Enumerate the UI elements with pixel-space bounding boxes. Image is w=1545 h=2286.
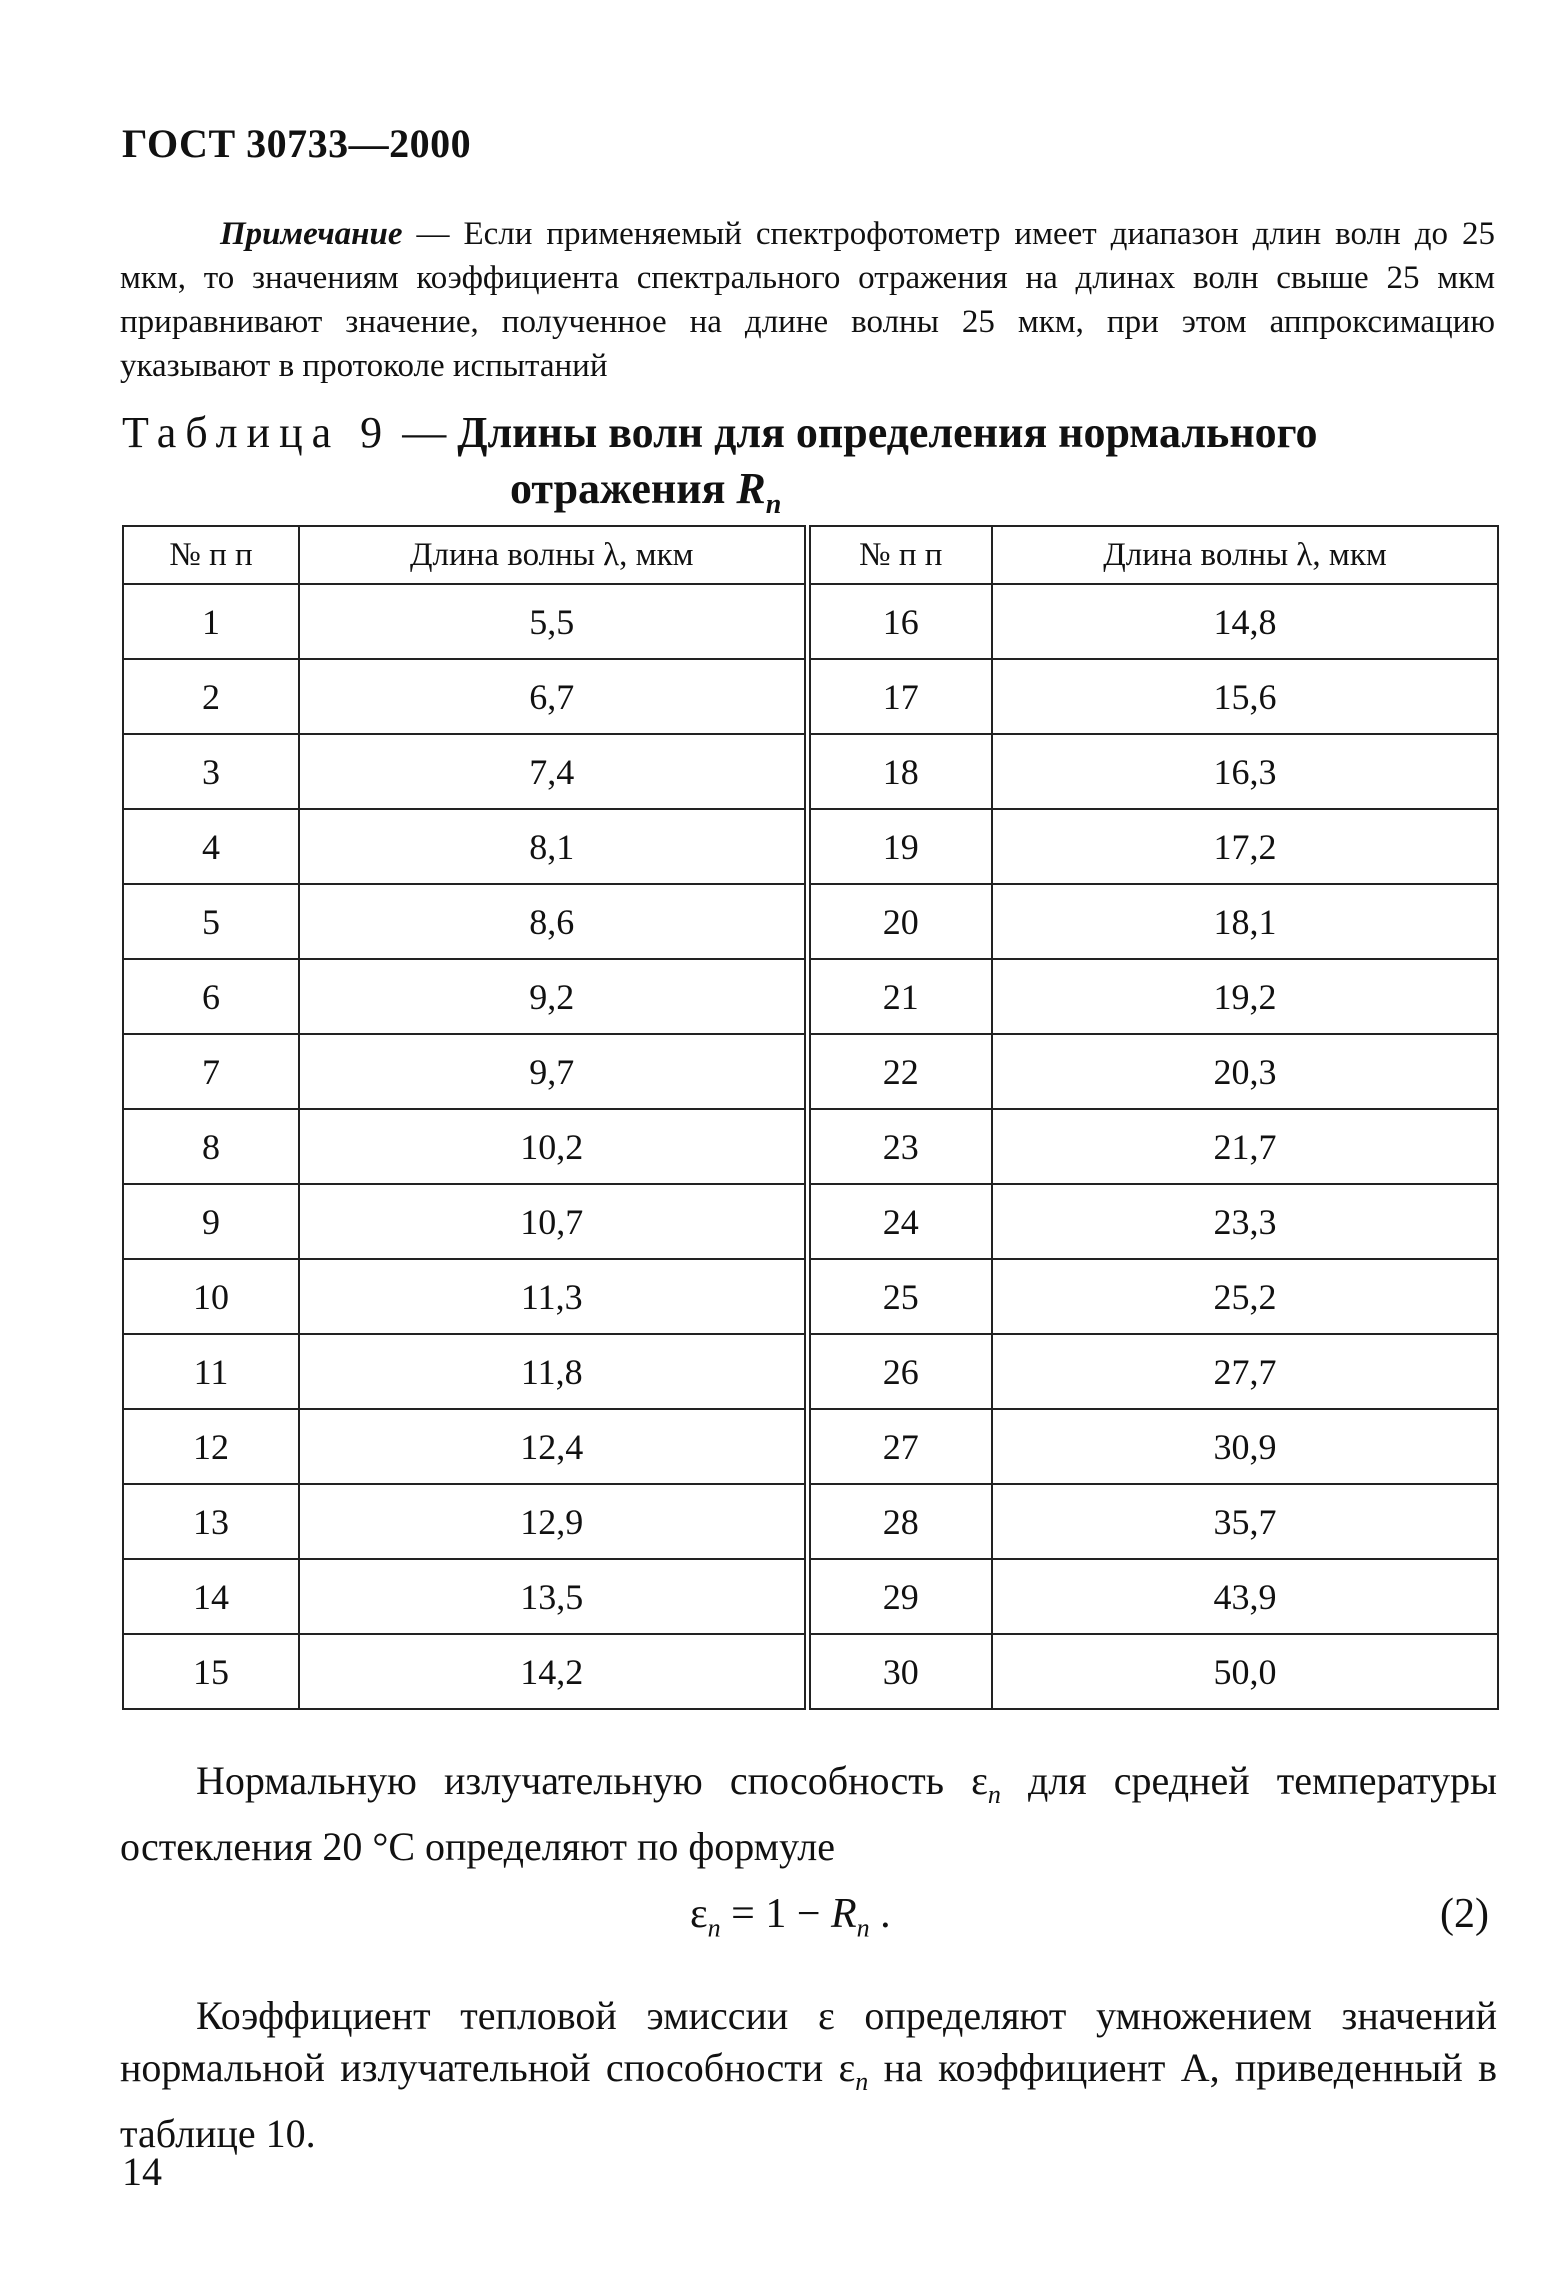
epsilon-subscript: n (987, 1780, 1001, 1809)
cell-number-left: 11 (123, 1334, 299, 1409)
page-number: 14 (122, 2149, 162, 2194)
epsilon-n-symbol-2 (838, 2045, 869, 2096)
cell-number-left: 4 (123, 809, 299, 884)
cell-number-right: 21 (807, 959, 992, 1034)
standard-header: ГОСТ 30733—2000 (122, 121, 472, 166)
cell-wavelength-left: 13,5 (299, 1559, 807, 1634)
cell-number-right: 27 (807, 1409, 992, 1484)
header-wavelength-right: Длина волны λ, мкм (992, 526, 1498, 584)
cell-wavelength-right: 17,2 (992, 809, 1498, 884)
paragraph2-after: на коэффициент А, приведенный в таблице 10. (120, 2045, 1497, 2156)
cell-wavelength-left: 10,7 (299, 1184, 807, 1259)
note-label: Примечание (220, 216, 403, 252)
epsilon-n-symbol (971, 1758, 1001, 1809)
note-paragraph (120, 212, 1495, 388)
header-number-left: № п п (123, 526, 299, 584)
cell-wavelength-right: 21,7 (992, 1109, 1498, 1184)
cell-wavelength-left: 6,7 (299, 659, 807, 734)
cell-number-right: 17 (807, 659, 992, 734)
table-row (123, 734, 1498, 809)
paragraph1-after: для средней температуры остекления 20 °С определяют по формуле (120, 1758, 1497, 1869)
table-row (123, 659, 1498, 734)
formula-rhs: R (831, 1891, 857, 1937)
epsilon-char: ε (971, 1758, 988, 1803)
cell-number-right: 22 (807, 1034, 992, 1109)
table-row (123, 1034, 1498, 1109)
cell-wavelength-right: 27,7 (992, 1334, 1498, 1409)
cell-wavelength-right: 23,3 (992, 1184, 1498, 1259)
cell-number-left: 15 (123, 1634, 299, 1709)
table-row (123, 1409, 1498, 1484)
formula-2 (690, 1890, 891, 1943)
cell-wavelength-left: 10,2 (299, 1109, 807, 1184)
table-row (123, 809, 1498, 884)
cell-wavelength-right: 18,1 (992, 884, 1498, 959)
cell-wavelength-left: 14,2 (299, 1634, 807, 1709)
table-row (123, 1634, 1498, 1709)
header-number-right: № п п (807, 526, 992, 584)
symbol-r: R (736, 464, 766, 513)
cell-wavelength-left: 9,7 (299, 1034, 807, 1109)
table-caption-line2 (122, 461, 1502, 533)
cell-wavelength-right: 20,3 (992, 1034, 1498, 1109)
cell-number-right: 19 (807, 809, 992, 884)
formula-lhs: ε (690, 1891, 708, 1937)
formula-end: . (869, 1891, 891, 1937)
cell-number-left: 9 (123, 1184, 299, 1259)
cell-number-left: 1 (123, 584, 299, 659)
cell-wavelength-left: 8,1 (299, 809, 807, 884)
table-row (123, 884, 1498, 959)
table-row (123, 959, 1498, 1034)
formula-middle: = 1 − (720, 1891, 832, 1937)
cell-wavelength-right: 25,2 (992, 1259, 1498, 1334)
cell-number-left: 2 (123, 659, 299, 734)
table-caption-symbol (736, 464, 782, 520)
cell-wavelength-left: 11,8 (299, 1334, 807, 1409)
cell-number-right: 18 (807, 734, 992, 809)
cell-wavelength-right: 16,3 (992, 734, 1498, 809)
cell-wavelength-right: 50,0 (992, 1634, 1498, 1709)
cell-number-left: 5 (123, 884, 299, 959)
wavelength-table-container (122, 525, 1497, 1710)
cell-number-right: 28 (807, 1484, 992, 1559)
cell-number-right: 26 (807, 1334, 992, 1409)
wavelength-table (122, 525, 1499, 1710)
table-caption-dash: — (391, 408, 458, 457)
cell-wavelength-left: 12,4 (299, 1409, 807, 1484)
table-row (123, 1484, 1498, 1559)
cell-wavelength-right: 35,7 (992, 1484, 1498, 1559)
cell-number-right: 24 (807, 1184, 992, 1259)
cell-number-left: 10 (123, 1259, 299, 1334)
table-row (123, 1184, 1498, 1259)
cell-number-right: 20 (807, 884, 992, 959)
cell-wavelength-left: 7,4 (299, 734, 807, 809)
symbol-r-subscript: n (765, 488, 782, 520)
paragraph2-before: Коэффициент тепловой эмиссии ε определяют умножением значений нормальной излучательной способности (120, 1993, 1497, 2090)
table-row (123, 584, 1498, 659)
cell-number-left: 3 (123, 734, 299, 809)
cell-number-left: 7 (123, 1034, 299, 1109)
cell-wavelength-right: 30,9 (992, 1409, 1498, 1484)
cell-wavelength-right: 19,2 (992, 959, 1498, 1034)
epsilon-subscript-2: n (855, 2067, 869, 2096)
table-caption-prefix: Таблица 9 (122, 408, 392, 457)
table-row (123, 1109, 1498, 1184)
table-row (123, 1259, 1498, 1334)
cell-number-right: 16 (807, 584, 992, 659)
cell-wavelength-left: 8,6 (299, 884, 807, 959)
formula-number: (2) (1440, 1891, 1489, 1937)
epsilon-char-2: ε (838, 2045, 856, 2090)
table-caption (122, 405, 1502, 533)
paragraph-emissivity-intro (120, 1755, 1497, 1873)
cell-number-left: 12 (123, 1409, 299, 1484)
paragraph1-before: Нормальную излучательную способность (196, 1758, 972, 1803)
note-text: — Если применяемый спектрофотометр имеет диапазон длин волн до 25 мкм, то значениям коэффициента спектрального отражения на длинах волн свыше 25 мкм приравнивают значение, полученное на длине волны 25 мкм, при этом аппроксимацию указывают в протоколе испытаний (120, 216, 1495, 384)
formula-rhs-subscript: n (856, 1913, 870, 1943)
cell-wavelength-right: 15,6 (992, 659, 1498, 734)
table-row (123, 1559, 1498, 1634)
table-row (123, 1334, 1498, 1409)
cell-number-right: 29 (807, 1559, 992, 1634)
formula-lhs-subscript: n (707, 1913, 721, 1943)
table-header-row (123, 526, 1498, 584)
cell-number-right: 25 (807, 1259, 992, 1334)
cell-number-left: 6 (123, 959, 299, 1034)
cell-wavelength-left: 11,3 (299, 1259, 807, 1334)
header-wavelength-left: Длина волны λ, мкм (299, 526, 807, 584)
cell-wavelength-left: 12,9 (299, 1484, 807, 1559)
table-caption-title-line2: отражения (510, 464, 726, 513)
cell-wavelength-right: 43,9 (992, 1559, 1498, 1634)
cell-wavelength-left: 5,5 (299, 584, 807, 659)
cell-wavelength-right: 14,8 (992, 584, 1498, 659)
cell-wavelength-left: 9,2 (299, 959, 807, 1034)
cell-number-right: 23 (807, 1109, 992, 1184)
cell-number-left: 14 (123, 1559, 299, 1634)
cell-number-right: 30 (807, 1634, 992, 1709)
cell-number-left: 13 (123, 1484, 299, 1559)
table-body (123, 584, 1498, 1709)
paragraph-thermal-emission (120, 1990, 1497, 2160)
cell-number-left: 8 (123, 1109, 299, 1184)
table-caption-title-line1: Длины волн для определения нормального (457, 408, 1318, 457)
